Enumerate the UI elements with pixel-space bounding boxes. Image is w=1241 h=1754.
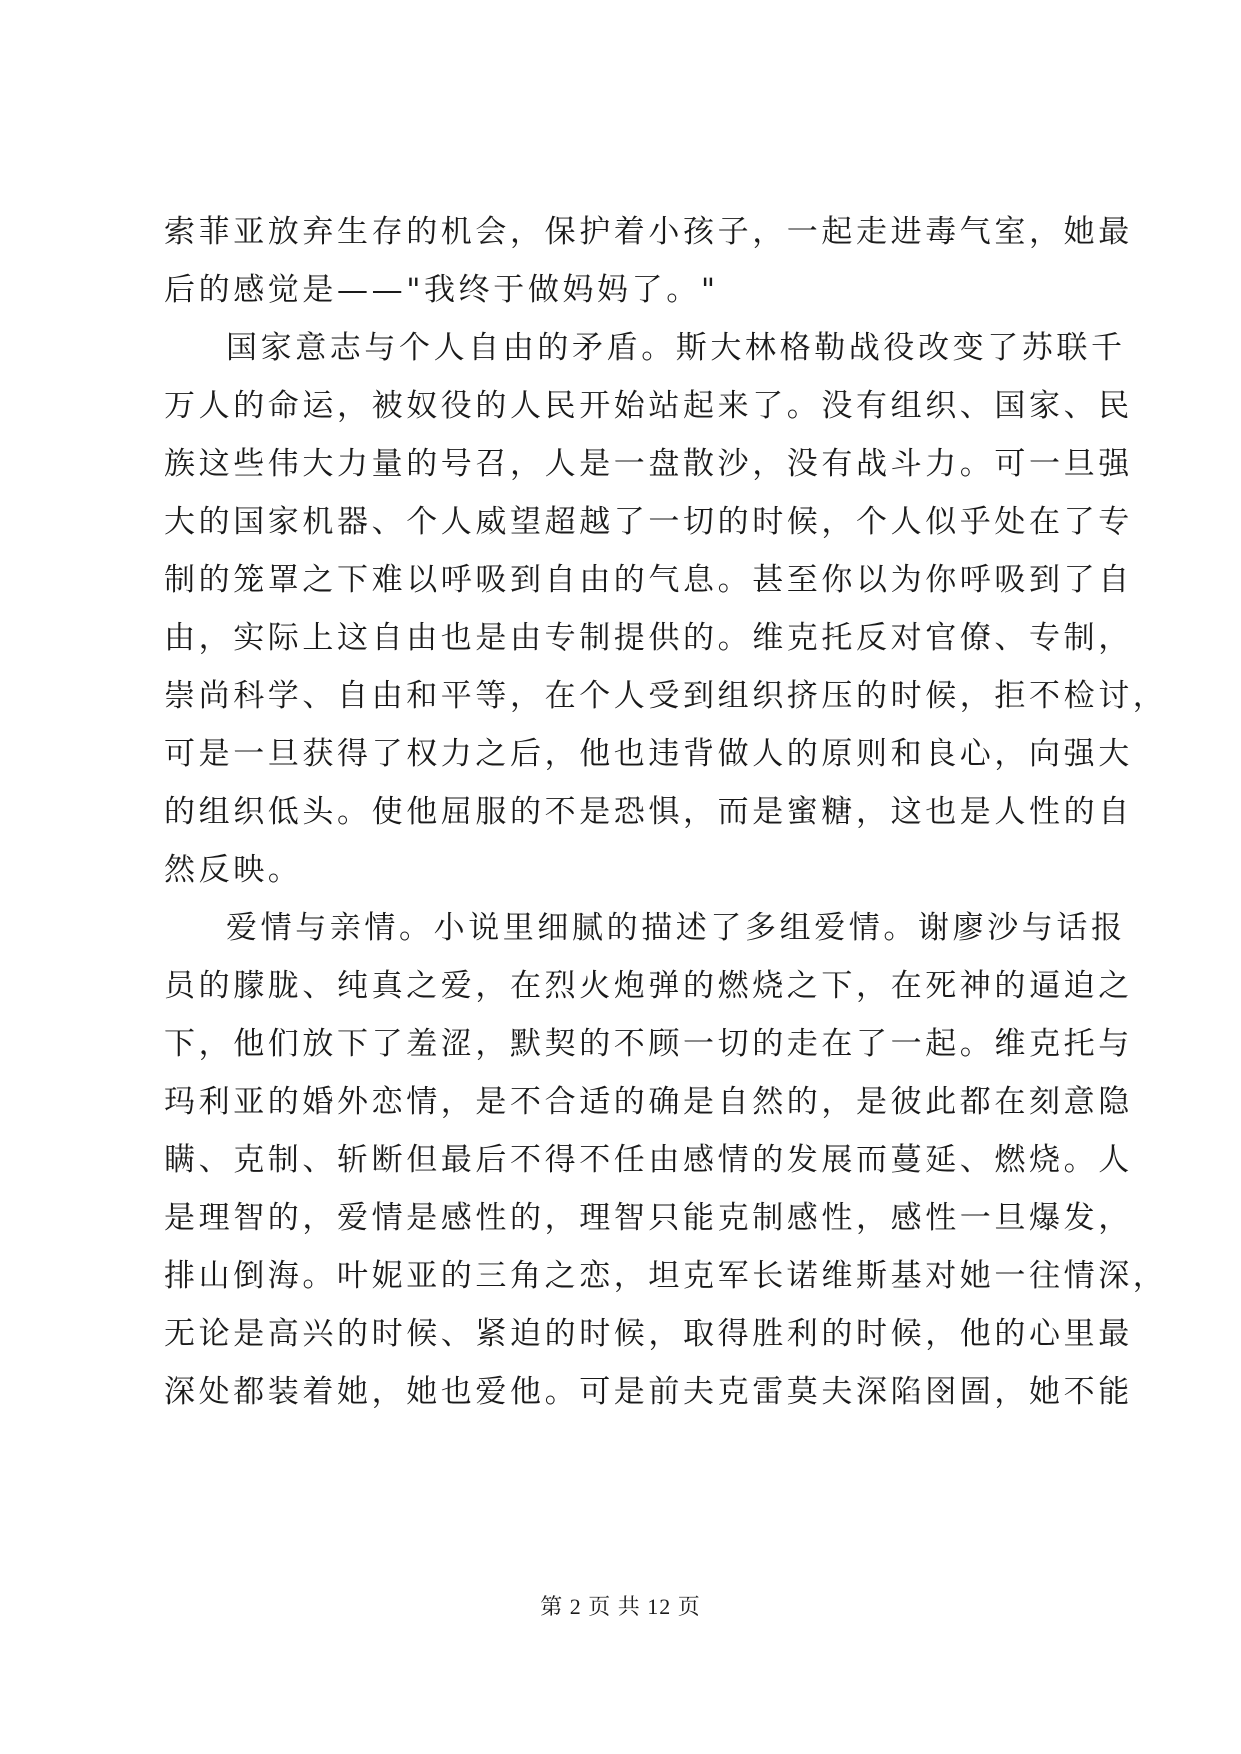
text-line: 后的感觉是——"我终于做妈妈了。" xyxy=(164,272,719,308)
text-line: 大的国家机器、个人威望超越了一切的时候，个人似乎处在了专 xyxy=(164,504,1133,540)
text-line: 的组织低头。使他屈服的不是恐惧，而是蜜糖，这也是人性的自 xyxy=(164,794,1133,830)
paragraph-start-line: 国家意志与个人自由的矛盾。斯大林格勒战役改变了苏联千 xyxy=(226,330,1126,366)
text-line: 可是一旦获得了权力之后，他也违背做人的原则和良心，向强大 xyxy=(164,736,1133,772)
text-line: 族这些伟大力量的号召，人是一盘散沙，没有战斗力。可一旦强 xyxy=(164,446,1133,482)
text-line: 瞒、克制、斩断但最后不得不任由感情的发展而蔓延、燃烧。人 xyxy=(164,1142,1133,1178)
text-line: 深处都装着她，她也爱他。可是前夫克雷莫夫深陷囹圄，她不能 xyxy=(164,1374,1133,1410)
text-line: 崇尚科学、自由和平等，在个人受到组织挤压的时候，拒不检讨， xyxy=(164,678,1168,714)
text-line: 是理智的，爱情是感性的，理智只能克制感性，感性一旦爆发， xyxy=(164,1200,1133,1236)
text-line: 万人的命运，被奴役的人民开始站起来了。没有组织、国家、民 xyxy=(164,388,1133,424)
paragraph-start-line: 爱情与亲情。小说里细腻的描述了多组爱情。谢廖沙与话报 xyxy=(226,910,1126,946)
text-line: 排山倒海。叶妮亚的三角之恋，坦克军长诺维斯基对她一往情深， xyxy=(164,1258,1168,1294)
text-line: 员的朦胧、纯真之爱，在烈火炮弹的燃烧之下，在死神的逼迫之 xyxy=(164,968,1133,1004)
text-line: 然反映。 xyxy=(164,852,303,888)
text-line: 玛利亚的婚外恋情，是不合适的确是自然的，是彼此都在刻意隐 xyxy=(164,1084,1133,1120)
text-line: 索菲亚放弃生存的机会，保护着小孩子，一起走进毒气室，她最 xyxy=(164,214,1133,250)
page-number-footer: 第 2 页 共 12 页 xyxy=(540,1594,701,1619)
text-line: 无论是高兴的时候、紧迫的时候，取得胜利的时候，他的心里最 xyxy=(164,1316,1133,1352)
text-line: 下，他们放下了羞涩，默契的不顾一切的走在了一起。维克托与 xyxy=(164,1026,1133,1062)
text-line: 制的笼罩之下难以呼吸到自由的气息。甚至你以为你呼吸到了自 xyxy=(164,562,1133,598)
text-line: 由，实际上这自由也是由专制提供的。维克托反对官僚、专制， xyxy=(164,620,1133,656)
